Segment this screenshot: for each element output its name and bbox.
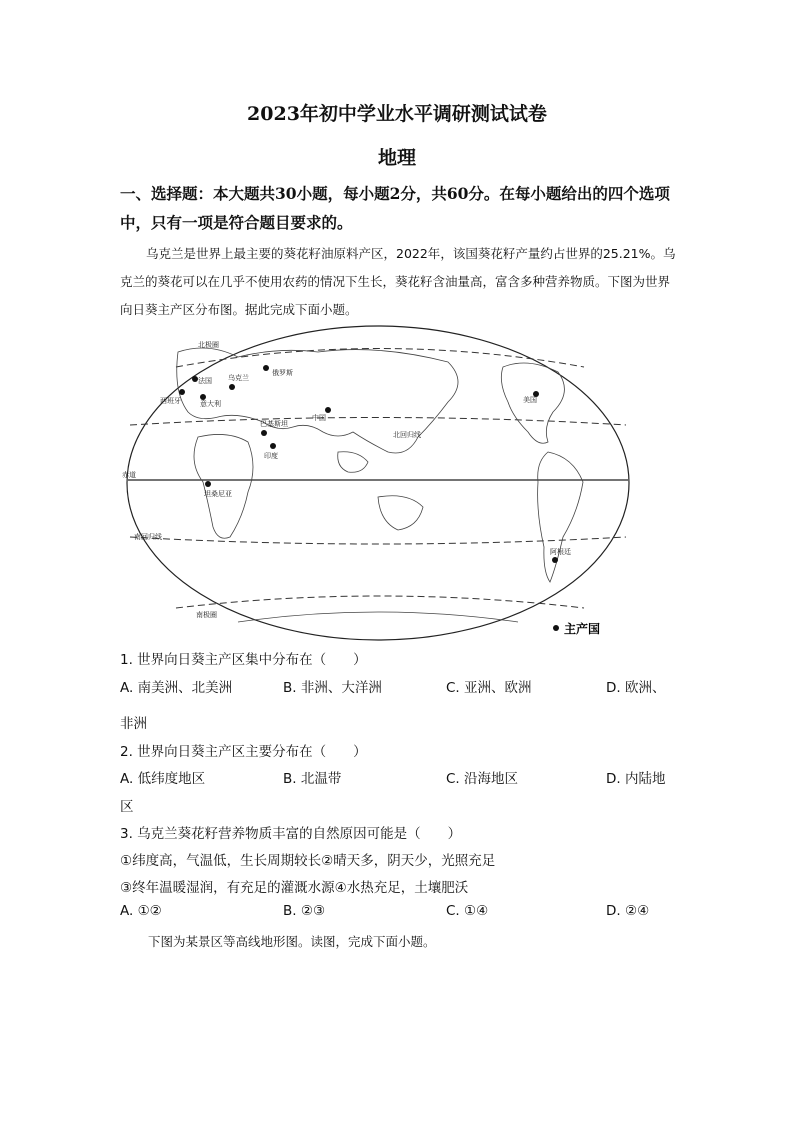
q3-option-b: B. ②③ xyxy=(283,903,326,919)
label-ukraine: 乌克兰 xyxy=(228,374,249,382)
q1-option-d-wrap: 非洲 xyxy=(120,716,147,732)
q2-option-d: D. 内陆地 xyxy=(606,771,666,787)
label-india: 印度 xyxy=(264,452,278,460)
q2-option-a: A. 低纬度地区 xyxy=(120,771,206,787)
legend-label: 主产国 xyxy=(564,622,601,636)
label-china: 中国 xyxy=(312,414,326,422)
q1-option-b: B. 非洲、大洋洲 xyxy=(283,680,382,696)
world-sunflower-map xyxy=(118,322,638,644)
question-3-stem: 3. 乌克兰葵花籽营养物质丰富的自然原因可能是（ ） xyxy=(120,826,462,842)
marker-china xyxy=(325,407,331,413)
marker-tanzania xyxy=(205,481,211,487)
country-markers xyxy=(179,365,558,563)
question-1-stem: 1. 世界向日葵主产区集中分布在（ ） xyxy=(120,652,367,668)
q3-option-d: D. ②④ xyxy=(606,903,650,919)
q1-option-d: D. 欧洲、 xyxy=(606,680,666,696)
label-antarctic: 南极圈 xyxy=(196,611,217,619)
label-tropic-s: 南回归线 xyxy=(134,533,162,541)
label-argentina: 阿根廷 xyxy=(550,548,571,556)
q3-option-c: C. ①④ xyxy=(446,903,489,919)
next-section-lead: 下图为某景区等高线地形图。读图，完成下面小题。 xyxy=(148,934,436,949)
q3-option-a: A. ①② xyxy=(120,903,162,919)
label-equator: 赤道 xyxy=(122,471,136,479)
subject-title: 地理 xyxy=(377,147,416,169)
label-usa: 美国 xyxy=(523,396,537,404)
q2-option-c: C. 沿海地区 xyxy=(446,771,519,787)
continents xyxy=(177,348,583,622)
q2-option-b: B. 北温带 xyxy=(283,771,342,787)
question-2-stem: 2. 世界向日葵主产区主要分布在（ ） xyxy=(120,744,367,760)
marker-spain xyxy=(179,389,185,395)
label-pakistan: 巴基斯坦 xyxy=(260,420,288,428)
label-italy: 意大利 xyxy=(200,400,221,408)
marker-argentina xyxy=(552,557,558,563)
legend-dot xyxy=(553,625,559,631)
exam-title: 2023年初中学业水平调研测试试卷 xyxy=(247,103,547,125)
q2-option-d-wrap: 区 xyxy=(120,799,134,815)
q1-option-a: A. 南美洲、北美洲 xyxy=(120,680,233,696)
map-border xyxy=(127,326,629,640)
intro-paragraph: 乌克兰是世界上最主要的葵花籽油原料产区，2022年，该国葵花籽产量约占世界的25.21%。乌克兰的葵花可以在几乎不使用农药的情况下生长，葵花籽含油量高，富含多种营养物质。下图为世界向日葵主产区分布图。据此完成下面小题。 xyxy=(120,246,676,317)
q1-option-c: C. 亚洲、欧洲 xyxy=(446,680,532,696)
label-spain: 西班牙 xyxy=(160,397,181,405)
marker-russia xyxy=(263,365,269,371)
arctic-circle-line xyxy=(176,349,584,368)
question-3-statements-1: ①纬度高，气温低，生长周期较长②晴天多，阴天少，光照充足 xyxy=(120,853,496,869)
label-tanzania: 坦桑尼亚 xyxy=(204,490,232,498)
marker-ukraine xyxy=(229,384,235,390)
label-tropic-n: 北回归线 xyxy=(393,431,421,439)
section-heading: 一、选择题：本大题共30小题，每小题2分，共60分。在每小题给出的四个选项中，只有一项是符合题目要求的。 xyxy=(120,184,670,232)
question-3-statements-2: ③终年温暖湿润，有充足的灌溉水源④水热充足，土壤肥沃 xyxy=(120,880,469,896)
label-russia: 俄罗斯 xyxy=(272,369,293,377)
label-arctic: 北极圈 xyxy=(198,341,219,349)
label-france: 法国 xyxy=(198,377,212,385)
antarctic-circle-line xyxy=(176,596,584,608)
marker-india xyxy=(270,443,276,449)
tropic-of-capricorn-line xyxy=(130,537,626,544)
marker-pakistan xyxy=(261,430,267,436)
